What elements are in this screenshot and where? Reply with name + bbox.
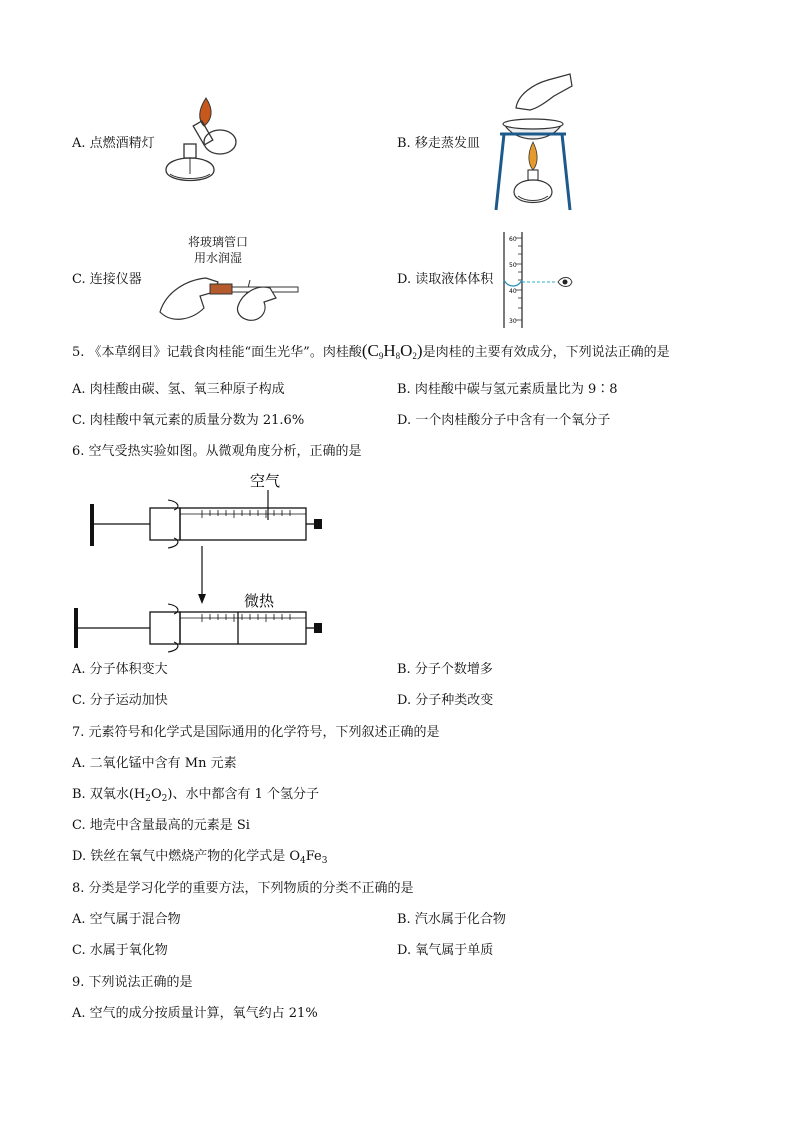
- q9-option-a: A. 空气的成分按质量计算，氧气约占 21%: [72, 1006, 318, 1021]
- label-gentle-heat: 微热: [244, 592, 275, 610]
- q6-option-c: C. 分子运动加快: [72, 693, 168, 708]
- q7-option-b: B. 双氧水$(H_2O_2)$、水中都含有 1 个氢分子: [72, 787, 319, 804]
- q6-stem: 6. 空气受热实验如图。从微观角度分析，正确的是: [72, 444, 362, 459]
- q9-stem: 9. 下列说法正确的是: [72, 975, 193, 990]
- alcohol-lamp-lighting-figure: [158, 92, 248, 192]
- q5-option-a: A. 肉桂酸由碳、氢、氧三种原子构成: [72, 382, 285, 397]
- scale-label-50: 50: [509, 262, 517, 269]
- scale-label-30: 30: [509, 318, 517, 325]
- q7-option-d: D. 铁丝在氧气中燃烧产物的化学式是 $O_4Fe_3$: [72, 849, 328, 866]
- q6-option-a: A. 分子体积变大: [72, 662, 168, 677]
- q8-option-a: A. 空气属于混合物: [72, 912, 181, 927]
- syringe-heating-figure: [72, 466, 332, 656]
- q4-option-a: A. 点燃酒精灯: [72, 136, 155, 151]
- scale-label-60: 60: [509, 236, 517, 243]
- q8-option-d: D. 氧气属于单质: [397, 943, 494, 958]
- q8-option-b: B. 汽水属于化合物: [397, 912, 506, 927]
- q5-option-c: C. 肉桂酸中氧元素的质量分数为 21.6%: [72, 413, 305, 428]
- q8-option-c: C. 水属于氧化物: [72, 943, 168, 958]
- q5-option-b: B. 肉桂酸中碳与氢元素质量比为 9∶8: [397, 382, 618, 397]
- scale-label-40: 40: [509, 288, 517, 295]
- read-liquid-volume-figure: [500, 230, 580, 330]
- q4-option-d: D. 读取液体体积: [397, 272, 494, 287]
- q7-stem: 7. 元素符号和化学式是国际通用的化学符号，下列叙述正确的是: [72, 725, 440, 740]
- connect-apparatus-figure: [156, 262, 304, 326]
- glass-tube-note-line2: 用水润湿: [194, 251, 243, 265]
- label-air: 空气: [250, 472, 281, 490]
- q5-stem: 5. 《本草纲目》记载食肉桂能“面生光华”。肉桂酸$(C_9H_8O_2)$是肉桂的主要有效成分，下列说法正确的是: [72, 341, 670, 361]
- glass-tube-note-line1: 将玻璃管口: [188, 235, 249, 249]
- q8-stem: 8. 分类是学习化学的重要方法，下列物质的分类不正确的是: [72, 881, 414, 896]
- evaporating-dish-figure: [488, 72, 578, 212]
- q5-option-d: D. 一个肉桂酸分子中含有一个氧分子: [397, 413, 611, 428]
- q6-option-d: D. 分子种类改变: [397, 693, 494, 708]
- q7-option-c: C. 地壳中含量最高的元素是 Si: [72, 818, 250, 833]
- q4-option-c: C. 连接仪器: [72, 272, 142, 287]
- q4-option-b: B. 移走蒸发皿: [397, 136, 480, 151]
- cinnamic-acid-formula: $(C_9H_8O_2)$: [361, 341, 423, 361]
- q7-option-a: A. 二氧化锰中含有 Mn 元素: [72, 756, 237, 771]
- q6-option-b: B. 分子个数增多: [397, 662, 493, 677]
